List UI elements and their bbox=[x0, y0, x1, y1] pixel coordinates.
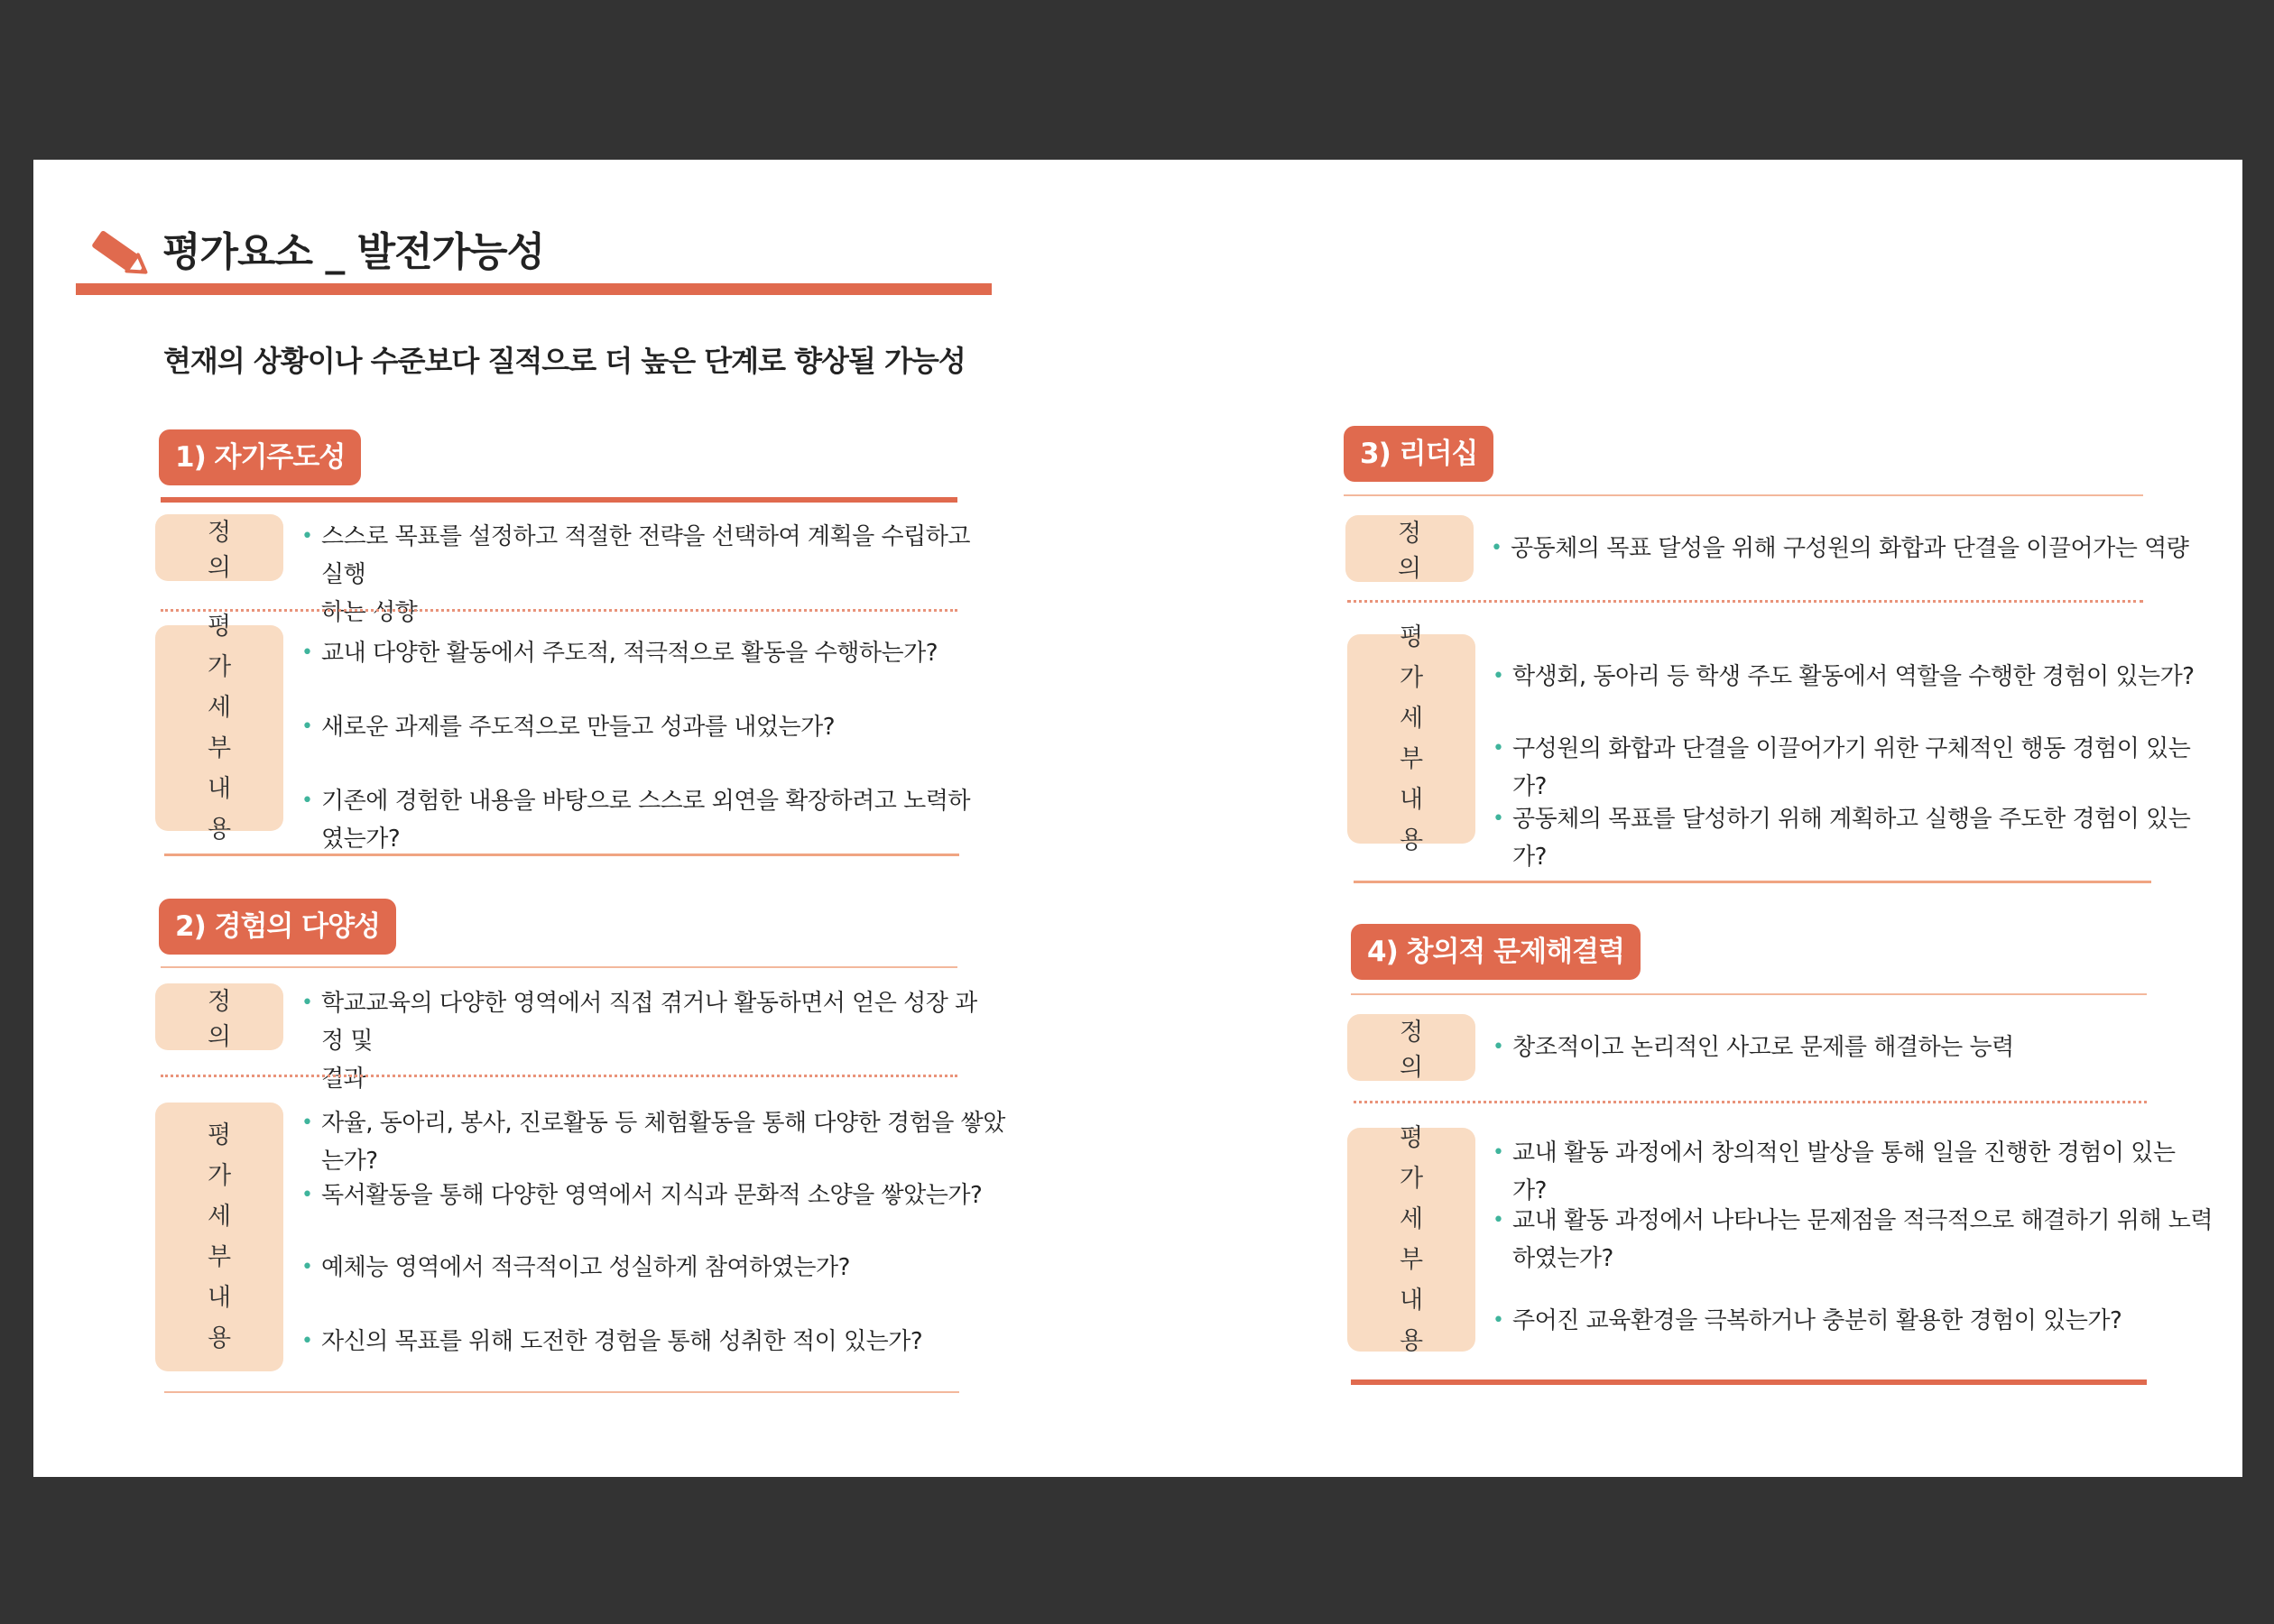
evaluation-tag: 평 가 세 부 내 용 bbox=[1347, 1128, 1475, 1352]
list-item: • 새로운 과제를 주도적으로 만들고 성과를 내었는가? bbox=[301, 708, 989, 746]
list-item: • 교내 다양한 활동에서 주도적, 적극적으로 활동을 수행하는가? bbox=[301, 634, 989, 672]
list-item: • 공동체의 목표를 달성하기 위해 계획하고 실행을 주도한 경험이 있는가? bbox=[1493, 800, 2198, 876]
definition-tag: 정 의 bbox=[155, 514, 283, 581]
definition-tag: 정 의 bbox=[1347, 1014, 1475, 1081]
dotted-divider bbox=[161, 1075, 957, 1077]
section-badge-2: 2) 경험의 다양성 bbox=[159, 899, 396, 955]
evaluation-tag: 평 가 세 부 내 용 bbox=[1347, 634, 1475, 844]
definition-tag: 정 의 bbox=[1345, 515, 1474, 582]
evaluation-tag: 평 가 세 부 내 용 bbox=[155, 1103, 283, 1371]
section-rule bbox=[161, 966, 957, 968]
list-item: • 자율, 동아리, 봉사, 진로활동 등 체험활동을 통해 다양한 경험을 쌓았는가? bbox=[301, 1104, 1007, 1180]
section-rule bbox=[1351, 993, 2147, 995]
section-bottom-rule bbox=[164, 854, 959, 856]
definition-text: • 학교교육의 다양한 영역에서 직접 겪거나 활동하면서 얻은 성장 과정 및 결과 bbox=[301, 984, 989, 1098]
dotted-divider bbox=[1347, 600, 2143, 603]
page-subtitle: 현재의 상황이나 수준보다 질적으로 더 높은 단계로 향상될 가능성 bbox=[163, 344, 966, 378]
list-item: • 교내 활동 과정에서 나타나는 문제점을 적극적으로 해결하기 위해 노력 하였는가? bbox=[1493, 1202, 2216, 1278]
list-item: • 교내 활동 과정에서 창의적인 발상을 통해 일을 진행한 경험이 있는가? bbox=[1493, 1134, 2198, 1210]
list-item: • 구성원의 화합과 단결을 이끌어가기 위한 구체적인 행동 경험이 있는가? bbox=[1493, 730, 2198, 806]
section-rule bbox=[161, 497, 957, 503]
section-badge-1: 1) 자기주도성 bbox=[159, 429, 361, 485]
title-underline bbox=[76, 283, 992, 295]
section-bottom-rule bbox=[1351, 1379, 2147, 1385]
list-item: • 학생회, 동아리 등 학생 주도 활동에서 역할을 수행한 경험이 있는가? bbox=[1493, 658, 2198, 696]
evaluation-tag: 평 가 세 부 내 용 bbox=[155, 625, 283, 831]
definition-text: • 창조적이고 논리적인 사고로 문제를 해결하는 능력 bbox=[1493, 1029, 2198, 1066]
list-item: • 자신의 목표를 위해 도전한 경험을 통해 성취한 적이 있는가? bbox=[301, 1323, 989, 1361]
definition-text: • 공동체의 목표 달성을 위해 구성원의 화합과 단결을 이끌어가는 역량 bbox=[1491, 530, 2232, 567]
list-item: • 기존에 경험한 내용을 바탕으로 스스로 외연을 확장하려고 노력하였는가? bbox=[301, 782, 989, 858]
definition-tag: 정 의 bbox=[155, 983, 283, 1050]
page-title: 평가요소 _ 발전가능성 bbox=[162, 229, 545, 275]
section-badge-4: 4) 창의적 문제해결력 bbox=[1351, 924, 1641, 980]
dotted-divider bbox=[1354, 1101, 2147, 1103]
section-badge-3: 3) 리더십 bbox=[1344, 426, 1493, 482]
list-item: • 예체능 영역에서 적극적이고 성실하게 참여하였는가? bbox=[301, 1249, 989, 1287]
pencil-icon bbox=[86, 225, 154, 286]
section-rule bbox=[1344, 494, 2143, 496]
document-page bbox=[33, 160, 2242, 1477]
section-bottom-rule bbox=[1354, 881, 2151, 883]
list-item: • 주어진 교육환경을 극복하거나 충분히 활용한 경험이 있는가? bbox=[1493, 1302, 2198, 1340]
definition-text: • 스스로 목표를 설정하고 적절한 전략을 선택하여 계획을 수립하고 실행 하는 성향 bbox=[301, 518, 989, 632]
list-item: • 독서활동을 통해 다양한 영역에서 지식과 문화적 소양을 쌓았는가? bbox=[301, 1176, 989, 1214]
section-bottom-rule bbox=[164, 1391, 959, 1393]
